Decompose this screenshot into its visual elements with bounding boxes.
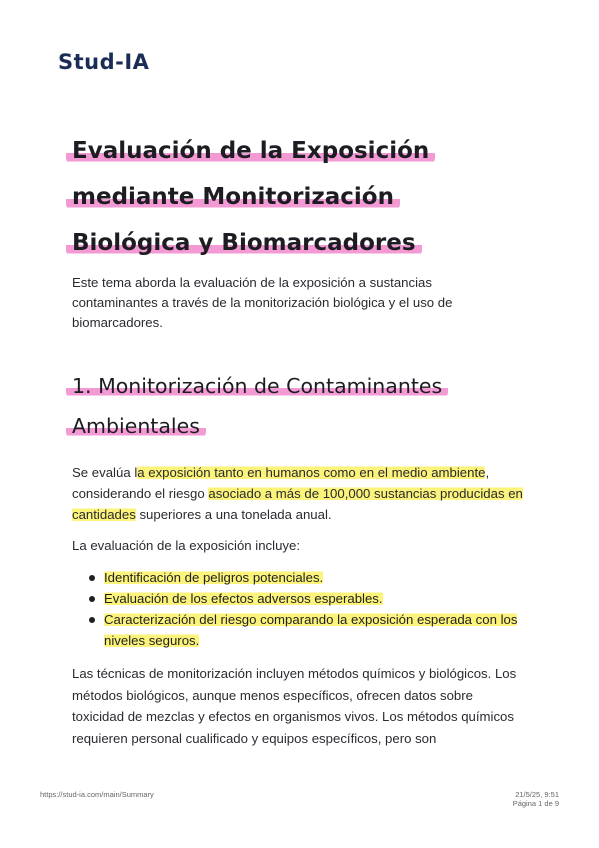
section-1-heading bbox=[72, 366, 492, 446]
list-item-text: Evaluación de los efectos adversos esperables. bbox=[104, 591, 383, 606]
exposure-evaluation-list bbox=[88, 567, 528, 651]
page-title bbox=[72, 128, 502, 266]
footer-page-number: Página 1 de 9 bbox=[512, 799, 559, 808]
highlighted-text: a exposición tanto en humanos como en el medio ambiente bbox=[137, 465, 486, 480]
text-run: superiores a una tonelada anual. bbox=[135, 507, 332, 522]
highlighted-text: asociado a más de 100,000 sustancias producidas en cantidades bbox=[72, 486, 523, 522]
section-1-heading-line-2: Ambientales bbox=[66, 414, 206, 438]
text-run: Se evalúa l bbox=[72, 465, 138, 480]
footer-datetime: 21/5/25, 9:51 bbox=[515, 790, 559, 799]
title-line-3: Biológica y Biomarcadores bbox=[66, 230, 422, 256]
footer-meta bbox=[513, 790, 559, 808]
text-run: , considerando el riesgo bbox=[72, 465, 490, 501]
bullet-icon bbox=[89, 617, 95, 623]
section-1-paragraph-2: La evaluación de la exposición incluye: bbox=[72, 538, 300, 553]
list-item-text: Identificación de peligros potenciales. bbox=[104, 570, 324, 585]
bullet-icon bbox=[89, 596, 95, 602]
title-line-1: Evaluación de la Exposición bbox=[66, 138, 435, 164]
brand-logo: Stud-IA bbox=[58, 50, 150, 74]
intro-paragraph: Este tema aborda la evaluación de la exposición a sustancias contaminantes a través de la monitorización biológica y el uso de biomarcadores. bbox=[72, 275, 453, 330]
list-item-text: Caracterización del riesgo comparando la exposición esperada con los niveles seguros. bbox=[104, 612, 518, 648]
section-1-heading-line-1: 1. Monitorización de Contaminantes bbox=[66, 374, 448, 398]
list-item bbox=[88, 567, 528, 588]
title-line-2: mediante Monitorización bbox=[66, 184, 400, 210]
footer-url: https://stud-ia.com/main/Summary bbox=[40, 790, 154, 799]
section-1-paragraph-1 bbox=[72, 462, 532, 525]
section-1-paragraph-3: Las técnicas de monitorización incluyen métodos químicos y biológicos. Los métodos biológicos, aunque menos específicos, ofrecen datos sobre toxicidad de mezclas y efectos en organismos vivos. Los métodos químicos requieren personal cualificado y equipos específicos, pero son bbox=[72, 666, 517, 746]
list-item bbox=[88, 609, 528, 651]
bullet-icon bbox=[89, 575, 95, 581]
list-item bbox=[88, 588, 528, 609]
